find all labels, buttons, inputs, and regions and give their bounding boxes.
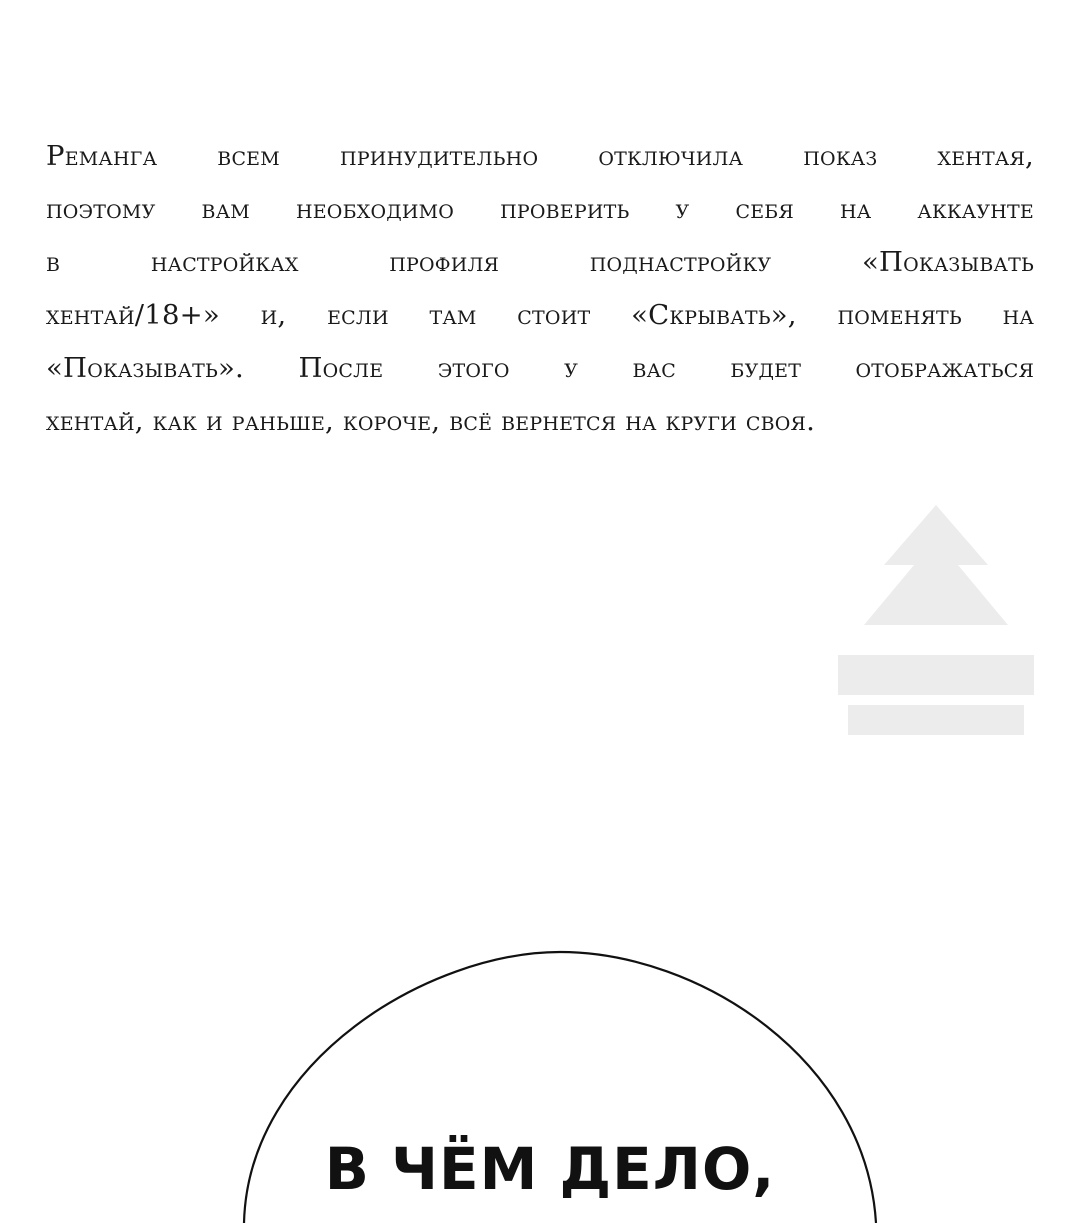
notice-line-3: в настройках профиля поднастройку «Показывать: [46, 246, 1034, 278]
notice-line-4: хентай/18+» и, если там стоит «Скрывать», поменять на: [46, 299, 1034, 331]
notice-line-6: хентай, как и раньше, короче, всё вернется на круги своя.: [46, 405, 816, 437]
speech-bubble-text: В ЧЁМ ДЕЛО,: [324, 1135, 776, 1203]
notice-line-1: Реманга всем принудительно отключила показ хентая,: [46, 140, 1034, 172]
notice-line-2: поэтому вам необходимо проверить у себя на аккаунте: [46, 193, 1034, 225]
notice-line-5: «Показывать». После этого у вас будет отображаться: [46, 352, 1034, 384]
